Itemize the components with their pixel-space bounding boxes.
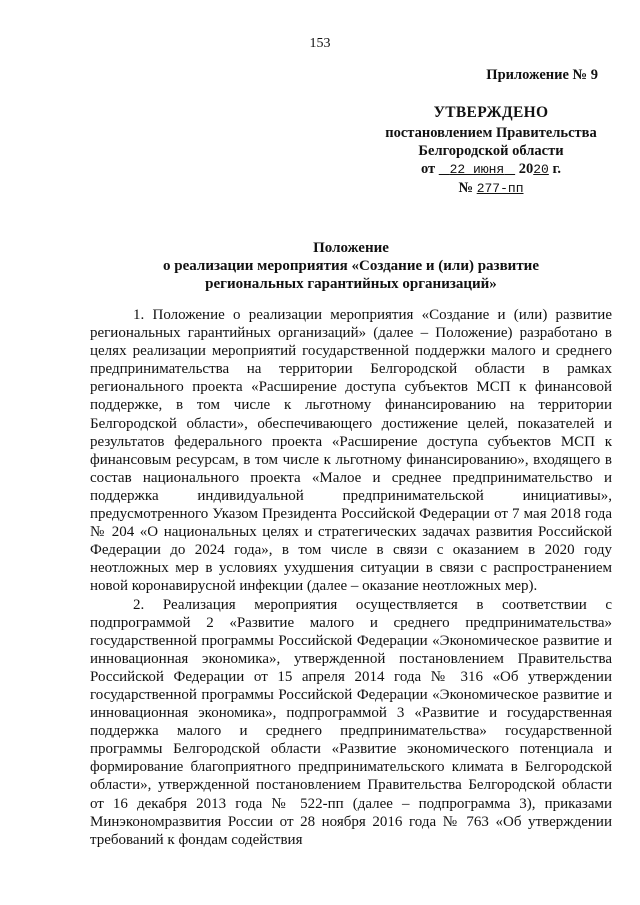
document-body [90,306,612,849]
resolution-number: 277-пп [476,181,524,196]
date-year-start: 20 [518,161,534,177]
approved-by-line: постановлением Правительства [385,125,597,141]
paragraph-2: 2. Реализация мероприятия осуществляется в соответствии с подпрограммой 2 «Развитие малого и среднего предпринимательства» государственной программы Российской Федерации «Экономическое развитие и инновационная экономика», утвержденной постановлением Правительства Российской Федерации от 15 апреля 2014 года № 316 «Об утверждении государственной программы Российской Федерации «Экономическое развитие и инновационная экономика», подпрограммой 3 «Развитие и государственная поддержка малого и среднего предпринимательства» государственной программы Белгородской области «Развитие экономического потенциала и формирование благоприятного предпринимательского климата в Белгородской области», утвержденной постановлением Правительства Белгородской области от 16 декабря 2013 года № 522-пп (далее – подпрограмма 3), приказами Минэкономразвития России от 28 ноября 2016 года № 763 «Об утверждении требований к фондам содействия [90,596,612,848]
title-line-2: о реализации мероприятия «Создание и (или) развитие [163,258,539,274]
paragraph-1: 1. Положение о реализации мероприятия «Создание и (или) развитие региональных гарантийных организаций» (далее – Положение) разработано в целях реализации мероприятий государственной поддержки малого и среднего предпринимательства на территории Белгородской области в рамках регионального проекта «Расширение доступа субъектов МСП к финансовой поддержке, в том числе к льготному финансированию на территории Белгородской области», обеспечивающего достижение целей, показателей и результатов федерального проекта «Расширение доступа субъектов МСП к финансовым ресурсам, в том числе к льготному финансированию», входящего в состав национального проекта «Малое и среднее предпринимательство и поддержка индивидуальной предпринимательской инициативы», предусмотренного Указом Президента Российской Федерации от 7 мая 2018 года № 204 «О национальных целях и стратегических задачах развития Российской Федерации до 2024 года», в том числе в связи с оказанием в 2020 году неотложных мер в условиях ухудшения ситуации в связи с распространением новой коронавирусной инфекции (далее – оказание неотложных мер). [90,307,612,595]
approved-heading: УТВЕРЖДЕНО [433,104,549,121]
page-number: 153 [309,36,331,51]
title-line-3: региональных гарантийных организаций» [205,276,497,292]
appendix-label: Приложение № 9 [486,67,598,83]
approved-region-line: Белгородской области [418,143,564,159]
approval-date-line [376,160,606,179]
title-line-1: Положение [313,240,389,256]
date-suffix: г. [552,161,562,177]
number-prefix: № [458,180,474,196]
approval-stamp-block [376,66,606,198]
document-title [90,239,612,293]
approval-number-line [376,179,606,198]
date-day-month: 22 июня [449,162,505,177]
date-year-end: 20 [533,162,549,177]
date-prefix: от [420,161,436,177]
